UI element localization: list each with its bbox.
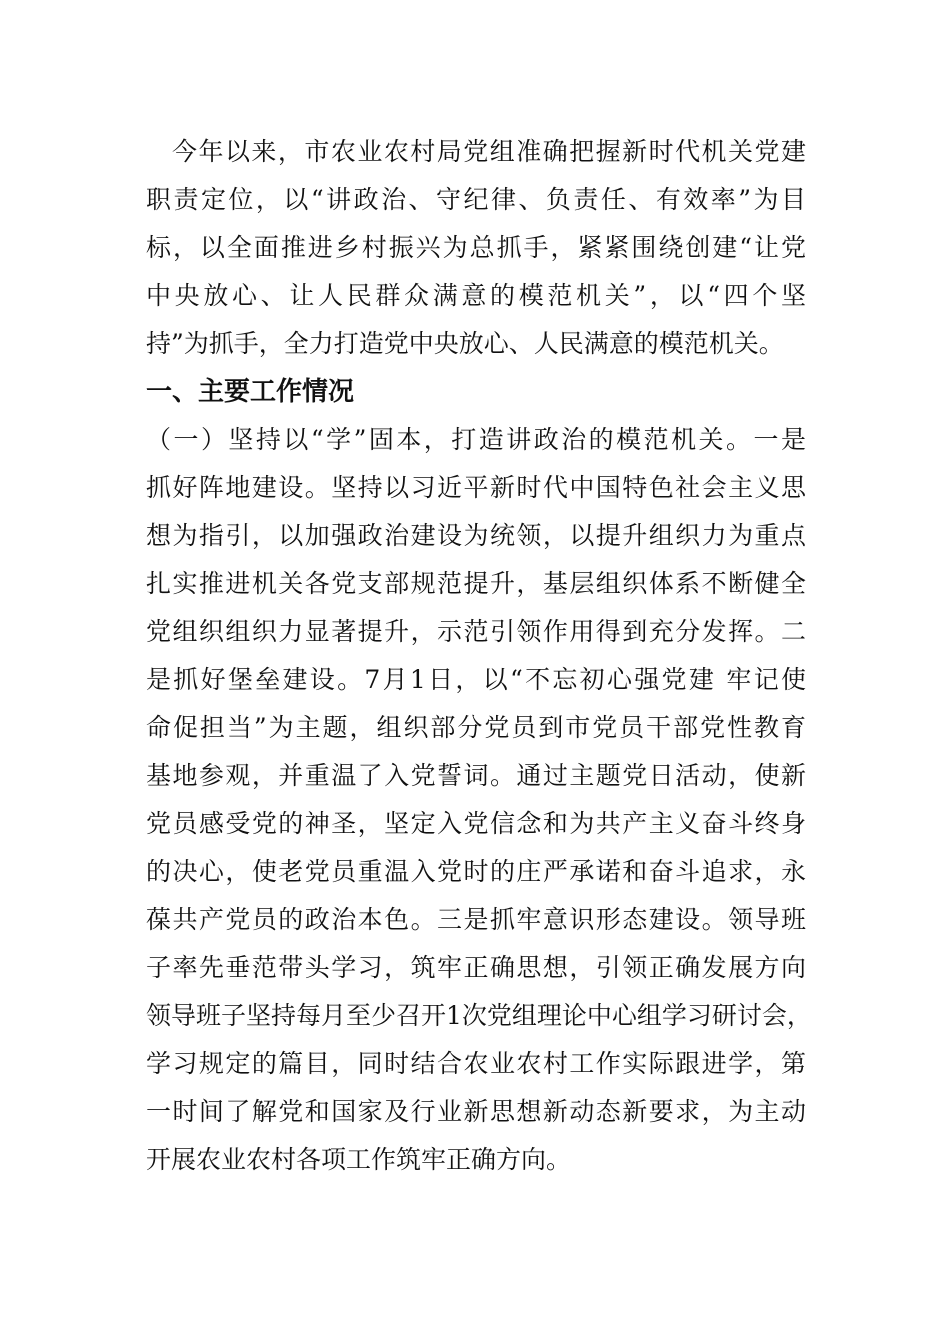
intro-line-1: 今年以来，市农业农村局党组准确把握新时代机关党建 xyxy=(172,137,806,166)
body-line-12: 子率先垂范带头学习，筑牢正确思想，引领正确发展方向 xyxy=(146,953,806,982)
body-line-16: 开展农业农村各项工作筑牢正确方向。 xyxy=(146,1145,572,1174)
body-line-7: 命促担当”为主题，组织部分党员到市党员干部党性教育 xyxy=(146,713,806,742)
body-line-9: 党员感受党的神圣，坚定入党信念和为共产主义奋斗终身 xyxy=(146,809,806,838)
body-line-6: 是抓好堡垒建设。7月1日，以“不忘初心强党建 牢记使 xyxy=(146,665,806,694)
body-line-4: 扎实推进机关各党支部规范提升，基层组织体系不断健全 xyxy=(146,569,806,598)
body-line-13: 领导班子坚持每月至少召开1次党组理论中心组学习研讨会， xyxy=(146,1001,812,1030)
body-line-1: （一）坚持以“学”固本，打造讲政治的模范机关。一是 xyxy=(146,425,806,454)
body-line-8: 基地参观，并重温了入党誓词。通过主题党日活动，使新 xyxy=(146,761,806,790)
intro-line-2: 职责定位，以“讲政治、守纪律、负责任、有效率”为目 xyxy=(146,185,806,214)
intro-line-3: 标，以全面推进乡村振兴为总抓手，紧紧围绕创建“让党 xyxy=(146,233,806,262)
body-line-2: 抓好阵地建设。坚持以习近平新时代中国特色社会主义思 xyxy=(146,473,806,502)
intro-line-4: 中央放心、让人民群众满意的模范机关”，以“四个坚 xyxy=(146,281,806,310)
body-line-3: 想为指引，以加强政治建设为统领，以提升组织力为重点 xyxy=(146,521,806,550)
body-line-11: 葆共产党员的政治本色。三是抓牢意识形态建设。领导班 xyxy=(146,905,806,934)
body-line-10: 的决心，使老党员重温入党时的庄严承诺和奋斗追求，永 xyxy=(146,857,806,886)
body-line-5: 党组织组织力显著提升，示范引领作用得到充分发挥。二 xyxy=(146,617,806,646)
body-line-15: 一时间了解党和国家及行业新思想新动态新要求，为主动 xyxy=(146,1097,806,1126)
intro-line-5: 持”为抓手，全力打造党中央放心、人民满意的模范机关。 xyxy=(146,329,784,358)
body-line-14: 学习规定的篇目，同时结合农业农村工作实际跟进学，第 xyxy=(146,1049,806,1078)
section-heading: 一、主要工作情况 xyxy=(146,377,355,407)
